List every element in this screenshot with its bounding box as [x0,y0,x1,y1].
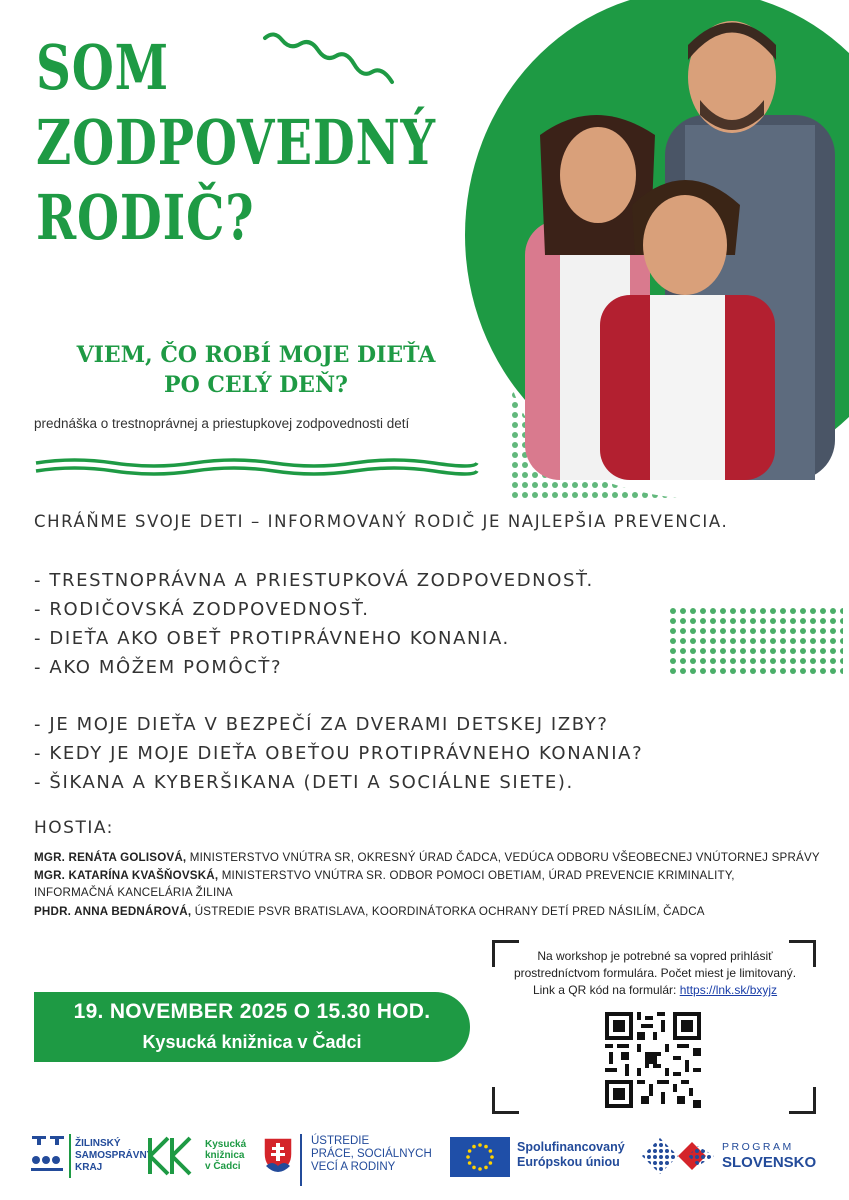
zsk-logo-text [75,1138,153,1174]
registration-link-label: Link a QR kód na formulár: [532,983,677,997]
wave-divider [34,455,479,477]
topics-list-b [34,710,643,797]
subtitle-line: VIEM, ČO ROBÍ MOJE DIEŤA [76,342,436,368]
guest-name: MGR. KATARÍNA KVAŠŇOVSKÁ, [34,869,219,882]
subtitle-line: PO CELÝ DEŇ? [164,372,348,398]
title-line: RODIČ? [36,181,255,254]
logo-line: ŽILINSKÝ [75,1138,121,1149]
title-line: ZODPOVEDNÝ [36,106,436,179]
slovak-coat-of-arms-icon [262,1136,294,1174]
registration-line [496,982,814,999]
upsvr-logo-text [311,1135,432,1174]
dot-pattern-decoration [668,606,843,678]
title-line: SOM [36,31,169,104]
registration-link[interactable]: https://lnk.sk/bxyjz [679,983,778,997]
logo-divider [69,1134,71,1178]
zsk-logo-emblem [28,1132,68,1182]
guest-name: PHDR. ANNA BEDNÁROVÁ, [34,905,192,918]
motto: CHRÁŇME SVOJE DETI – INFORMOVANÝ RODIČ JE NAJLEPŠIA PREVENCIA. [34,512,729,531]
logo-line: v Čadci [205,1161,241,1172]
guests-heading: HOSTIA: [34,818,114,838]
guest-role: ÚSTREDIE PSVR BRATISLAVA, KOORDINÁTORKA OCHRANY DETÍ PRED NÁSILÍM, ČADCA [194,905,705,918]
list-item: - KEDY JE MOJE DIEŤA OBEŤOU PROTIPRÁVNEHO KONANIA? [34,743,644,764]
guest-entry [34,851,820,864]
list-item: - ŠIKANA A KYBERŠIKANA (DETI A SOCIÁLNE SIETE). [34,772,574,793]
program-slovensko-emblem [640,1136,716,1176]
registration-line: prostredníctvom formulára. Počet miest je limitovaný. [513,966,797,980]
page-title [36,30,436,255]
ps-logo-text [722,1141,816,1171]
logo-divider [300,1134,302,1186]
logo-line: Spolufinancovaný [517,1140,625,1154]
logo-line: VECÍ A RODINY [311,1161,396,1173]
guest-role: MINISTERSTVO VNÚTRA SR, OKRESNÝ ÚRAD ČADCA, VEDÚCA ODBORU VŠEOBECNEJ VNÚTORNEJ SPRÁVY [189,851,820,864]
registration-info [496,948,814,999]
logo-line: PROGRAM [722,1141,794,1153]
family-photo [520,5,840,480]
list-item: - JE MOJE DIEŤA V BEZPEČÍ ZA DVERAMI DETSKEJ IZBY? [34,714,609,735]
guest-role: MINISTERSTVO VNÚTRA SR. ODBOR POMOCI OBETIAM, ÚRAD PREVENCIE KRIMINALITY, [221,869,735,882]
logo-line: Európskou úniou [517,1155,620,1169]
list-item: - AKO MÔŽEM POMÔCŤ? [34,657,283,678]
event-info-box [34,992,470,1062]
event-place: Kysucká knižnica v Čadci [142,1032,362,1052]
kk-logo-emblem [146,1134,202,1178]
logo-line: ÚSTREDIE [311,1135,370,1147]
logo-line: Kysucká [205,1139,247,1150]
logo-line: PRÁCE, SOCIÁLNYCH [311,1148,432,1160]
logo-line: knižnica [205,1150,245,1161]
guest-role: INFORMAČNÁ KANCELÁRIA ŽILINA [34,886,233,899]
list-item: - RODIČOVSKÁ ZODPOVEDNOSŤ. [34,599,370,620]
topics-list-a [34,566,594,682]
subtitle [36,340,476,400]
guest-entry [34,905,705,918]
kk-logo-text [205,1139,246,1172]
logo-line: SLOVENSKO [722,1154,817,1171]
logo-line: SAMOSPRÁVNY [75,1150,154,1161]
registration-line: Na workshop je potrebné sa vopred prihlásiť [537,949,773,963]
logo-line: KRAJ [75,1162,103,1173]
list-item: - TRESTNOPRÁVNA A PRIESTUPKOVÁ ZODPOVEDNOSŤ. [34,570,594,591]
lecture-description: prednáška o trestnoprávnej a priestupkovej zodpovednosti detí [34,416,410,431]
list-item: - DIEŤA AKO OBEŤ PROTIPRÁVNEHO KONANIA. [34,628,510,649]
eu-logo-text [517,1140,625,1170]
qr-code[interactable] [605,1012,701,1108]
event-date: 19. NOVEMBER 2025 O 15.30 HOD. [73,1000,431,1023]
eu-flag-icon [450,1137,510,1177]
guest-name: MGR. RENÁTA GOLISOVÁ, [34,851,187,864]
guest-entry [34,869,735,882]
guest-entry [34,886,233,899]
